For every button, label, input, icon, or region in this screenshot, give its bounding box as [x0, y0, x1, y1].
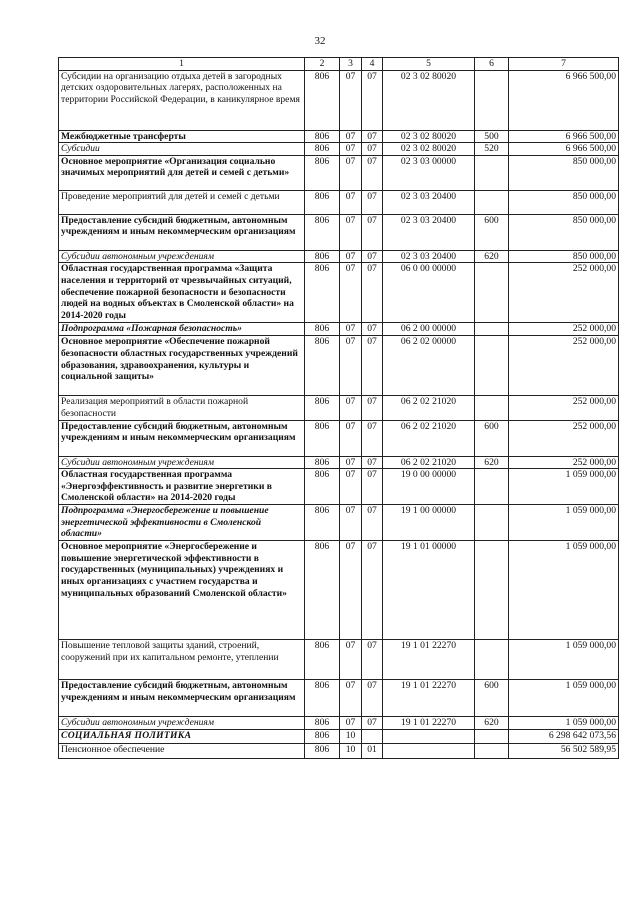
- code-admin-cell: 806: [305, 456, 340, 469]
- table-row: [59, 541, 619, 640]
- amount-cell: 6 298 642 073,56: [509, 729, 619, 743]
- code-subsection-cell: 07: [362, 469, 383, 505]
- code-expense-type-cell: [475, 323, 509, 336]
- code-admin-cell: 806: [305, 190, 340, 214]
- code-section-cell: 07: [340, 70, 362, 130]
- row-name-cell: Основное мероприятие «Энергосбережение и повышение энергетической эффективности в государственных (муниципальных) учреждениях и иных организациях с участием государства и муниципальных образований Смоленской области»: [59, 541, 305, 640]
- code-subsection-cell: 07: [362, 456, 383, 469]
- code-admin-cell: 806: [305, 420, 340, 456]
- header-cell: 6: [475, 58, 509, 71]
- code-section-cell: 10: [340, 729, 362, 743]
- table-row: [59, 396, 619, 420]
- code-target-cell: 06 2 02 00000: [383, 336, 475, 396]
- code-target-cell: 19 0 00 00000: [383, 469, 475, 505]
- code-admin-cell: 806: [305, 263, 340, 323]
- code-admin-cell: 806: [305, 336, 340, 396]
- code-section-cell: 07: [340, 336, 362, 396]
- code-expense-type-cell: 620: [475, 456, 509, 469]
- code-expense-type-cell: [475, 729, 509, 743]
- row-name-cell: Основное мероприятие «Организация социально значимых мероприятий для детей и семей с детьми»: [59, 155, 305, 190]
- code-subsection-cell: 07: [362, 70, 383, 130]
- code-expense-type-cell: [475, 263, 509, 323]
- code-expense-type-cell: [475, 336, 509, 396]
- code-subsection-cell: 07: [362, 680, 383, 717]
- code-subsection-cell: 07: [362, 717, 383, 730]
- code-section-cell: 07: [340, 505, 362, 541]
- amount-cell: 252 000,00: [509, 456, 619, 469]
- code-admin-cell: 806: [305, 680, 340, 717]
- page-number: 32: [314, 35, 326, 47]
- code-section-cell: 07: [340, 541, 362, 640]
- code-expense-type-cell: [475, 70, 509, 130]
- amount-cell: 1 059 000,00: [509, 469, 619, 505]
- row-name-cell: Субсидии на организацию отдыха детей в загородных детских оздоровительных лагерях, расположенных на территории Российской Федерации, в каникулярное время: [59, 70, 305, 130]
- table-row: [59, 336, 619, 396]
- code-target-cell: 19 1 00 00000: [383, 505, 475, 541]
- code-section-cell: 10: [340, 743, 362, 758]
- table-row: [59, 505, 619, 541]
- code-subsection-cell: 07: [362, 190, 383, 214]
- amount-cell: 850 000,00: [509, 250, 619, 263]
- table-row: [59, 680, 619, 717]
- code-admin-cell: 806: [305, 155, 340, 190]
- code-subsection-cell: 07: [362, 263, 383, 323]
- row-name-cell: Областная государственная программа «Защита населения и территорий от чрезвычайных ситуаций, обеспечение пожарной безопасности и безопасности людей на водных объектах в Смоленской области» на 2014-2020 годы: [59, 263, 305, 323]
- code-subsection-cell: 07: [362, 541, 383, 640]
- code-admin-cell: 806: [305, 214, 340, 250]
- header-cell: 5: [383, 58, 475, 71]
- code-section-cell: 07: [340, 469, 362, 505]
- amount-cell: 252 000,00: [509, 396, 619, 420]
- code-subsection-cell: [362, 729, 383, 743]
- code-subsection-cell: 07: [362, 143, 383, 156]
- code-section-cell: 07: [340, 155, 362, 190]
- amount-cell: 1 059 000,00: [509, 505, 619, 541]
- code-admin-cell: 806: [305, 640, 340, 680]
- row-name-cell: Субсидии автономным учреждениям: [59, 717, 305, 730]
- code-admin-cell: 806: [305, 70, 340, 130]
- code-target-cell: [383, 729, 475, 743]
- header-row: [59, 58, 619, 71]
- row-name-cell: Проведение мероприятий для детей и семей с детьми: [59, 190, 305, 214]
- code-target-cell: 19 1 01 22270: [383, 717, 475, 730]
- row-name-cell: Предоставление субсидий бюджетным, автономным учреждениям и иным некоммерческим организациям: [59, 420, 305, 456]
- header-cell: 3: [340, 58, 362, 71]
- table-row: [59, 155, 619, 190]
- row-name-cell: Повышение тепловой защиты зданий, строений, сооружений при их капитальном ремонте, утеплении: [59, 640, 305, 680]
- code-admin-cell: 806: [305, 469, 340, 505]
- code-expense-type-cell: 600: [475, 420, 509, 456]
- code-target-cell: 06 2 02 21020: [383, 420, 475, 456]
- code-admin-cell: 806: [305, 729, 340, 743]
- header-cell: 1: [59, 58, 305, 71]
- table-row: [59, 323, 619, 336]
- amount-cell: 6 966 500,00: [509, 130, 619, 143]
- code-subsection-cell: 07: [362, 214, 383, 250]
- amount-cell: 6 966 500,00: [509, 70, 619, 130]
- code-target-cell: 06 2 02 21020: [383, 456, 475, 469]
- code-admin-cell: 806: [305, 743, 340, 758]
- code-expense-type-cell: [475, 469, 509, 505]
- row-name-cell: Субсидии: [59, 143, 305, 156]
- amount-cell: 6 966 500,00: [509, 143, 619, 156]
- code-admin-cell: 806: [305, 143, 340, 156]
- code-subsection-cell: 07: [362, 640, 383, 680]
- row-name-cell: Подпрограмма «Пожарная безопасность»: [59, 323, 305, 336]
- code-target-cell: 02 3 03 20400: [383, 190, 475, 214]
- header-cell: 7: [509, 58, 619, 71]
- row-name-cell: Пенсионное обеспечение: [59, 743, 305, 758]
- code-section-cell: 07: [340, 250, 362, 263]
- code-target-cell: 02 3 02 80020: [383, 130, 475, 143]
- code-admin-cell: 806: [305, 541, 340, 640]
- table-row: [59, 743, 619, 758]
- row-name-cell: Основное мероприятие «Обеспечение пожарной безопасности областных государственных учреждений образования, здравоохранения, культуры и социальной защиты»: [59, 336, 305, 396]
- code-admin-cell: 806: [305, 505, 340, 541]
- code-expense-type-cell: [475, 396, 509, 420]
- amount-cell: 850 000,00: [509, 190, 619, 214]
- amount-cell: 56 502 589,95: [509, 743, 619, 758]
- row-name-cell: Межбюджетные трансферты: [59, 130, 305, 143]
- code-section-cell: 07: [340, 420, 362, 456]
- code-expense-type-cell: 600: [475, 214, 509, 250]
- code-expense-type-cell: 500: [475, 130, 509, 143]
- code-target-cell: 06 2 02 21020: [383, 396, 475, 420]
- row-name-cell: Предоставление субсидий бюджетным, автономным учреждениям и иным некоммерческим организациям: [59, 214, 305, 250]
- code-subsection-cell: 07: [362, 396, 383, 420]
- code-subsection-cell: 07: [362, 155, 383, 190]
- table-row: [59, 469, 619, 505]
- row-name-cell: Подпрограмма «Энергосбережение и повышение энергетической эффективности в Смоленской области»: [59, 505, 305, 541]
- code-subsection-cell: 07: [362, 323, 383, 336]
- amount-cell: 252 000,00: [509, 263, 619, 323]
- table-row: [59, 420, 619, 456]
- code-section-cell: 07: [340, 214, 362, 250]
- amount-cell: 252 000,00: [509, 336, 619, 396]
- amount-cell: 1 059 000,00: [509, 640, 619, 680]
- row-name-cell: Предоставление субсидий бюджетным, автономным учреждениям и иным некоммерческим организациям: [59, 680, 305, 717]
- code-subsection-cell: 01: [362, 743, 383, 758]
- code-section-cell: 07: [340, 130, 362, 143]
- code-expense-type-cell: [475, 743, 509, 758]
- code-expense-type-cell: 620: [475, 717, 509, 730]
- code-expense-type-cell: [475, 505, 509, 541]
- code-subsection-cell: 07: [362, 420, 383, 456]
- table-row: [59, 717, 619, 730]
- code-target-cell: 02 3 03 20400: [383, 250, 475, 263]
- code-section-cell: 07: [340, 190, 362, 214]
- code-admin-cell: 806: [305, 396, 340, 420]
- table-row: [59, 70, 619, 130]
- table-row: [59, 640, 619, 680]
- table-row: [59, 214, 619, 250]
- row-name-cell: Субсидии автономным учреждениям: [59, 456, 305, 469]
- code-target-cell: 02 3 02 80020: [383, 143, 475, 156]
- amount-cell: 1 059 000,00: [509, 680, 619, 717]
- code-section-cell: 07: [340, 640, 362, 680]
- table-row: [59, 729, 619, 743]
- table-row: [59, 456, 619, 469]
- amount-cell: 1 059 000,00: [509, 541, 619, 640]
- code-target-cell: 02 3 02 80020: [383, 70, 475, 130]
- amount-cell: 1 059 000,00: [509, 717, 619, 730]
- code-expense-type-cell: [475, 155, 509, 190]
- table-row: [59, 143, 619, 156]
- code-admin-cell: 806: [305, 323, 340, 336]
- code-subsection-cell: 07: [362, 130, 383, 143]
- code-section-cell: 07: [340, 323, 362, 336]
- code-expense-type-cell: [475, 640, 509, 680]
- amount-cell: 252 000,00: [509, 323, 619, 336]
- table-row: [59, 250, 619, 263]
- code-subsection-cell: 07: [362, 250, 383, 263]
- code-admin-cell: 806: [305, 717, 340, 730]
- table-row: [59, 130, 619, 143]
- code-section-cell: 07: [340, 680, 362, 717]
- code-section-cell: 07: [340, 263, 362, 323]
- table-row: [59, 190, 619, 214]
- header-cell: 2: [305, 58, 340, 71]
- code-target-cell: 02 3 03 00000: [383, 155, 475, 190]
- code-admin-cell: 806: [305, 250, 340, 263]
- code-section-cell: 07: [340, 456, 362, 469]
- row-name-cell: Областная государственная программа «Энергоэффективность и развитие энергетики в Смоленской области» на 2014-2020 годы: [59, 469, 305, 505]
- header-cell: 4: [362, 58, 383, 71]
- code-section-cell: 07: [340, 396, 362, 420]
- code-admin-cell: 806: [305, 130, 340, 143]
- amount-cell: 252 000,00: [509, 420, 619, 456]
- amount-cell: 850 000,00: [509, 214, 619, 250]
- code-expense-type-cell: 620: [475, 250, 509, 263]
- code-target-cell: 19 1 01 00000: [383, 541, 475, 640]
- code-subsection-cell: 07: [362, 505, 383, 541]
- table-row: [59, 263, 619, 323]
- code-target-cell: 19 1 01 22270: [383, 680, 475, 717]
- code-target-cell: 19 1 01 22270: [383, 640, 475, 680]
- table-body: [59, 58, 619, 759]
- code-section-cell: 07: [340, 143, 362, 156]
- row-name-cell: Реализация мероприятий в области пожарной безопасности: [59, 396, 305, 420]
- row-name-cell: СОЦИАЛЬНАЯ ПОЛИТИКА: [59, 729, 305, 743]
- code-target-cell: 06 0 00 00000: [383, 263, 475, 323]
- amount-cell: 850 000,00: [509, 155, 619, 190]
- code-expense-type-cell: [475, 541, 509, 640]
- code-expense-type-cell: 600: [475, 680, 509, 717]
- code-target-cell: 02 3 03 20400: [383, 214, 475, 250]
- row-name-cell: Субсидии автономным учреждениям: [59, 250, 305, 263]
- code-expense-type-cell: 520: [475, 143, 509, 156]
- code-target-cell: [383, 743, 475, 758]
- code-section-cell: 07: [340, 717, 362, 730]
- code-subsection-cell: 07: [362, 336, 383, 396]
- code-expense-type-cell: [475, 190, 509, 214]
- code-target-cell: 06 2 00 00000: [383, 323, 475, 336]
- budget-table: [58, 57, 619, 759]
